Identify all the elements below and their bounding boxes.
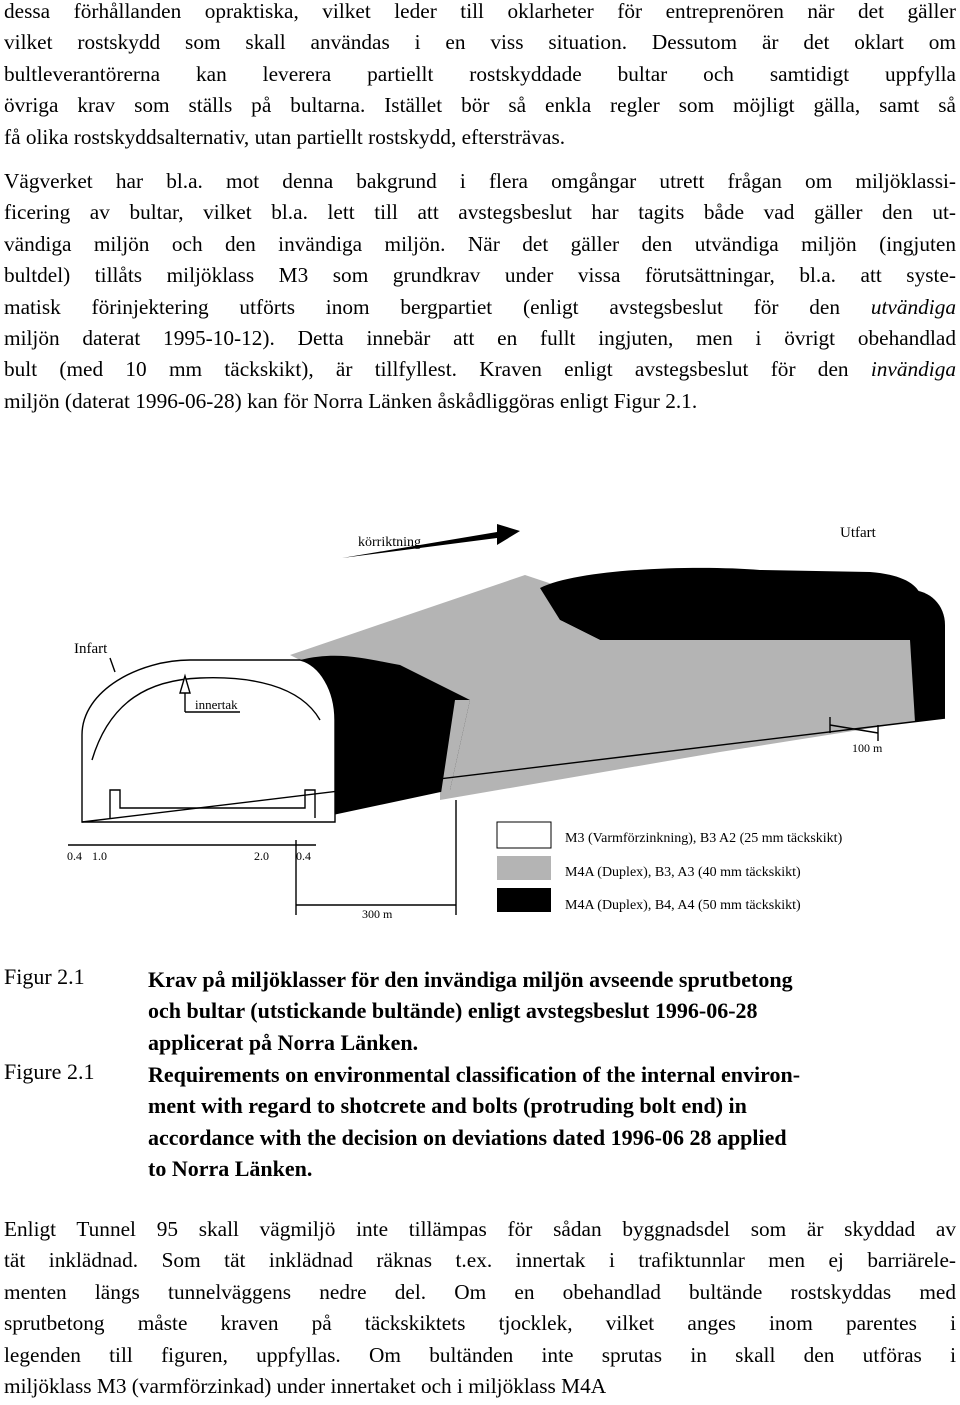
caption-label-en: Figure 2.1 (4, 1059, 95, 1084)
text-line: bultdel) tillåts miljöklass M3 som grundkrav under vissa förutsättningar, bl.a. att syste- (4, 263, 956, 288)
paragraph-1 (4, 0, 956, 153)
text-line: miljöklass M3 (varmförzinkad) under innertaket och i miljöklass M4A (4, 1374, 607, 1399)
text-line: miljön (daterat 1996-06-28) kan för Norra Länken åskådliggöras enligt Figur 2.1. (4, 388, 698, 413)
entry-leader (110, 658, 115, 672)
text-line: Enligt Tunnel 95 skall vägmiljö inte tillämpas för sådan byggnadsdel som är skyddad av (4, 1217, 956, 1241)
text-line: övriga krav som ställs på bultarna. Istället bör så enkla regler som möjligt gälla, samt så (4, 93, 956, 118)
legend-label: M3 (Varmförzinkning), B3 A2 (25 mm täckskikt) (565, 831, 843, 846)
caption-line: Requirements on environmental classification of the internal environ- (148, 1062, 801, 1087)
legend-label: M4A (Duplex), B4, A4 (50 mm täckskikt) (565, 898, 801, 913)
text-line: sprutbetong måste kraven på täckskiktets tjocklek, vilket anges inom parentes i (4, 1311, 956, 1336)
text-fragment: bult (med 10 mm täckskikt), är tillfyllest. Kraven enligt avstegsbeslut för den (4, 357, 871, 382)
dim-300-label: 300 m (362, 907, 393, 921)
text-line: miljön daterat 1995-10-12). Detta innebär att en fullt ingjuten, men i övrigt obehandlad (4, 326, 956, 351)
dim-100-label: 100 m (852, 741, 883, 755)
emphasis: utvändiga (870, 294, 956, 319)
dim-bottom-label: 1.0 (92, 849, 107, 863)
text-line: legenden till figuren, uppfyllas. Om bultänden inte sprutas in skall den utföras i (4, 1342, 956, 1367)
caption-label-sv: Figur 2.1 (4, 964, 85, 989)
caption-line: och bultar (utstickande bultände) enligt avstegsbeslut 1996-06-28 (148, 998, 758, 1024)
caption-line: to Norra Länken. (148, 1155, 313, 1181)
text-line: ficering av bultar, vilket bl.a. lett till att avstegsbeslut har tagits både vad gäller den ut- (4, 200, 956, 225)
text-line: menten längs tunnelväggens nedre del. Om en obehandlad bultände rostskyddas med (4, 1279, 956, 1304)
text-line: vändiga miljön och den invändiga miljön. När det gäller den utvändiga miljön (ingjuten (4, 231, 956, 256)
legend-label: M4A (Duplex), B3, A3 (40 mm täckskikt) (565, 865, 801, 880)
text-line: Vägverket har bl.a. mot denna bakgrund i flera omgångar utrett frågan om miljöklassi- (4, 169, 956, 193)
entry-label: Infart (74, 641, 108, 657)
caption-line: applicerat på Norra Länken. (148, 1029, 419, 1055)
text-line (4, 354, 956, 385)
emphasis: invändiga (870, 357, 956, 382)
text-line: få olika rostskyddsalternativ, utan partiellt rostskydd, eftersträvas. (4, 124, 566, 149)
legend-swatch (497, 822, 551, 848)
text-line: bultleverantörerna kan leverera partiellt rostskyddade bultar och samtidigt uppfylla (4, 61, 956, 86)
dim-bottom-label: 2.0 (254, 849, 269, 863)
paragraph-2 (4, 166, 956, 417)
caption-line: Krav på miljöklasser för den invändiga miljön avseende sprutbetong (148, 967, 793, 992)
caption-line: ment with regard to shotcrete and bolts (protruding bolt end) in (148, 1093, 747, 1119)
legend-swatch (497, 888, 551, 912)
exit-label: Utfart (840, 525, 876, 541)
caption-line: accordance with the decision on deviations dated 1996-06 28 applied (148, 1124, 787, 1150)
dim-bottom-label: 0.4 (67, 849, 82, 863)
caption-text-sv (148, 964, 948, 1058)
inner-roof-label: innertak (195, 697, 238, 712)
text-line: dessa förhållanden opraktiska, vilket leder till oklarheter för entreprenören när det gäller (4, 0, 956, 23)
caption-text-en (148, 1059, 948, 1184)
paragraph-3 (4, 1214, 956, 1402)
text-fragment: matisk förinjektering utförts inom bergpartiet (enligt avstegsbeslut för den (4, 294, 871, 319)
tunnel-roof-black-exit (540, 568, 921, 640)
text-line: vilket rostskydd som skall användas i en viss situation. Dessutom är det oklart om (4, 30, 956, 55)
tunnel-figure (0, 480, 960, 930)
dim-bottom-label: 0.4 (296, 849, 311, 863)
text-line (4, 292, 956, 323)
tunnel-exit-end (910, 590, 945, 722)
legend-swatch (497, 856, 551, 880)
direction-label: körriktning (358, 535, 421, 550)
text-line: tät inklädnad. Som tät inklädnad räknas t.ex. innertak i trafiktunnlar men ej barriärele- (4, 1248, 956, 1273)
